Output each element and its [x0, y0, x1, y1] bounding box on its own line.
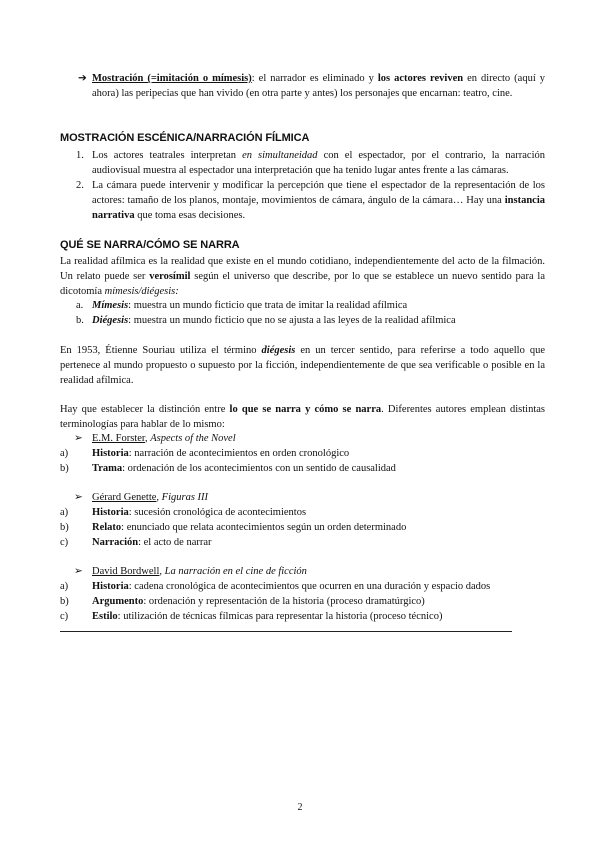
section-heading-mostracion: MOSTRACIÓN ESCÉNICA/NARRACIÓN FÍLMICA — [60, 132, 310, 144]
intro-term: Mostración (=imitación o mímesis) — [92, 73, 252, 84]
list-marker: 1. — [76, 150, 84, 161]
paragraph-realidad: La realidad afílmica es la realidad que existe en el mundo cotidiano, independientemente del acto de la filmación. Un relato puede ser verosímil según el universo que describe, por lo que se establece un nuevo sentido para la dicotomía mímesis/diégesis: — [60, 256, 545, 297]
paragraph-souriau: En 1953, Étienne Souriau utiliza el término diégesis en un tercer sentido, para referirse a todo aquello que pertenece al mundo propuesto o supuesto por la ficción, independientemente de que sea verificable o posible en la realidad afílmica. — [60, 345, 545, 386]
arrow-bullet-icon: ➔ — [78, 73, 87, 84]
list-item-text: Los actores teatrales interpretan en simultaneidad con el espectador, por el contrario, la narración audiovisual muestra al espectador una interpretación que ha tenido lugar antes frente a las cámaras. — [92, 150, 545, 176]
intro-text: Mostración (=imitación o mímesis): el narrador es eliminado y los actores reviven en directo (aquí y ahora) las peripecias que han vivido (en otra parte y antes) los personajes que encarnan: teatro, cine. — [92, 73, 546, 99]
paragraph-distincion: Hay que establecer la distinción entre lo que se narra y cómo se narra. Diferentes autores emplean distintas terminologías para hablar de lo mismo: — [60, 404, 545, 430]
page-number: 2 — [297, 802, 303, 813]
intro-bold: los actores reviven — [377, 73, 464, 84]
document-page: ➔ Mostración (=imitación o mímesis): el narrador es eliminado y los actores reviven en directo (aquí y ahora) las peripecias que han vivido (en otra parte y antes) los personajes que encarnan: teatro, cine. MOSTRACIÓN ESCÉNICA/NARRACIÓN FÍLMICA 1. Los actores teatrales interpretan en simultaneidad con el espectador, por el contrario, la narración audiovisual muestra al espectador una interpretación que ha tenido lugar antes frente a las cámaras. 2. La cámara puede intervenir y modificar la percepción que tiene el espectador de la representación de los actores: tamaño de los planos, montaje, movimientos de cámara, ángulo de la cámara… Hay una instancia narrativa que toma esas decisiones. QUÉ SE NARRA/CÓMO SE NARRA La realidad afílmica es la realidad que existe en el mundo cotidiano, independientemente del acto de la filmación. Un relato puede ser verosímil según el universo que describe, por lo que se establece un nuevo sentido para la dicotomía mímesis/diégesis: a. Mímesis: muestra un mundo ficticio que trata de imitar la realidad afílmica b. Diégesis: muestra un mundo ficticio que no se ajusta a las leyes de la realidad afílmica En 1953, Étienne Souriau utiliza el término diégesis en un tercer sentido, para referirse a todo aquello que pertenece al mundo propuesto o supuesto por la ficción, independientemente de que sea verificable o posible en la realidad afílmica. Hay que establecer la distinción entre lo que se narra y cómo se narra. Diferentes autores emplean distintas terminologías para hablar de lo mismo: ➢ E.M. Forster, Aspects of the Novel a) Historia: narración de acontecimientos en orden cronológico b) Trama: ordenación de los acontecimientos con un sentido de causalidad ➢ Gérard Genette, Figuras III a) Historia: sucesión cronológica de acontecimientos b) Relato: enunciado que relata acontecimientos según un orden determinado c) Narración: el acto de narrar ➢ David Bordwell, La narración en el cine de ficción a) Historia: cadena cronológica de acontecimientos que ocurren en una duración y espacio dados b) Argumento: ordenación y representación de la historia (proceso dramatúrgico) c) Estilo: utilización de técnicas fílmicas para representar la historia (proceso técnico) 2 — [0, 0, 600, 848]
arrowhead-bullet-icon: ➢ — [74, 566, 83, 577]
arrowhead-bullet-icon: ➢ — [74, 492, 83, 503]
section-heading-que-se-narra: QUÉ SE NARRA/CÓMO SE NARRA — [60, 239, 240, 251]
arrowhead-bullet-icon: ➢ — [74, 433, 83, 444]
horizontal-rule — [60, 631, 512, 632]
list-item-text: La cámara puede intervenir y modificar la percepción que tiene el espectador de la representación de los actores: tamaño de los planos, montaje, movimientos de cámara, ángulo de la cámara… Hay una instancia narrativa que toma esas decisiones. — [92, 180, 545, 221]
list-marker: 2. — [76, 180, 84, 191]
